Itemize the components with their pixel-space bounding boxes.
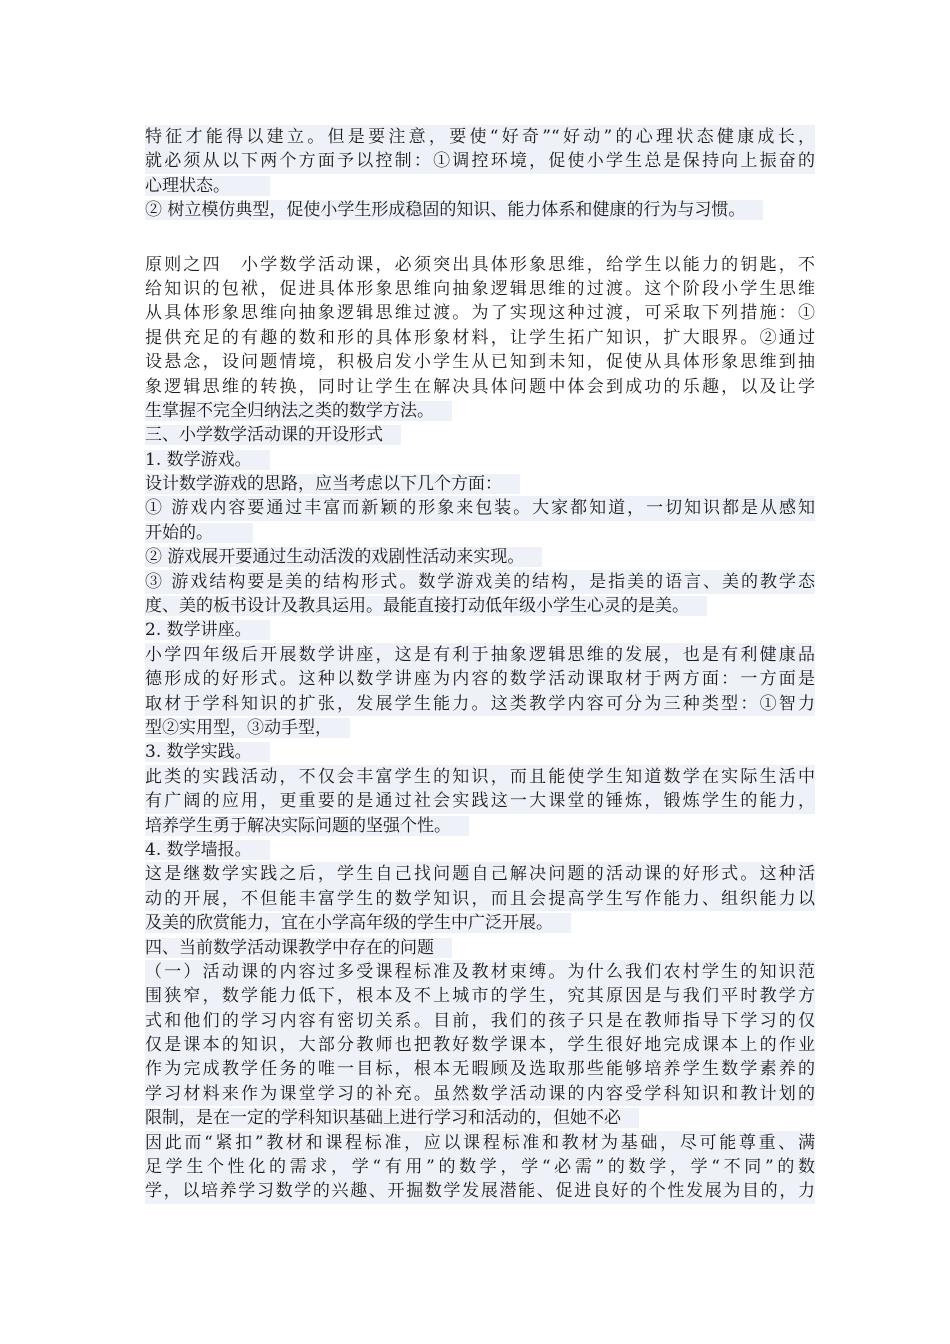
- text-line: 有广阔的应用，更重要的是通过社会实践这一大课堂的锤炼，锻炼学生的能力，: [145, 789, 815, 813]
- text-line: 从具体形象思维向抽象逻辑思维过渡。为了实现这种过渡，可采取下列措施：①: [145, 303, 815, 324]
- text-line: 度、美的板书设计及教具运用。最能直接打动低年级小学生心灵的是美。: [145, 594, 815, 618]
- text-line: （一）活动课的内容过多受课程标准及教材束缚。为什么我们农村学生的知识范: [145, 960, 815, 984]
- text-line: ③ 游戏结构要是美的结构形式。数学游戏美的结构，是指美的语言、美的教学态: [145, 570, 815, 594]
- paragraph-gap: [145, 223, 815, 253]
- text-line: 开始的。: [145, 521, 815, 545]
- text-line: 围狭窄，数学能力低下，根本及不上城市的学生，究其原因是与我们平时教学方: [145, 984, 815, 1008]
- text-line: ① 游戏内容要通过丰富而新颖的形象来包装。大家都知道，一切知识都是从感知: [145, 496, 815, 520]
- text-line: 原则之四 小学数学活动课，必须突出具体形象思维，给学生以能力的钥匙，不: [145, 254, 815, 275]
- text-line: 德形成的好形式。这种以数学讲座为内容的数学活动课取材于两方面：一方面是: [145, 667, 815, 691]
- text-line: 设计数学游戏的思路，应当考虑以下几个方面：: [145, 472, 815, 496]
- text-line: 心理状态。: [145, 174, 815, 198]
- subsection-heading: 1. 数学游戏。: [145, 448, 815, 472]
- text-line: 提供充足的有趣的数和形的具体形象材料，让学生拓广知识，扩大眼界。②通过: [145, 327, 815, 348]
- text-line: 这是继数学实践之后，学生自己找问题自己解决问题的活动课的好形式。这种活: [145, 862, 815, 886]
- text-line: 象逻辑思维的转换，同时让学生在解决具体问题中体会到成功的乐趣，以及让学: [145, 376, 815, 397]
- text-line: 设悬念，设问题情境，积极启发小学生从已知到未知，促使从具体形象思维到抽: [145, 352, 815, 373]
- text-line: ② 游戏展开要通过生动活泼的戏剧性活动来实现。: [145, 545, 815, 569]
- section-heading: 三、小学数学活动课的开设形式: [145, 423, 815, 447]
- subsection-heading: 3. 数学实践。: [145, 740, 815, 764]
- text-line: 足学生个性化的需求，学“有用”的数学，学“必需”的数学，学“不同”的数: [145, 1155, 815, 1179]
- text-line: 限制，是在一定的学科知识基础上进行学习和活动的，但她不必: [145, 1106, 815, 1130]
- document-body: [145, 125, 815, 1204]
- text-line: 就必须从以下两个方面予以控制：①调控环境，促使小学生总是保持向上振奋的: [145, 149, 815, 173]
- text-line: 因此而“紧扣”教材和课程标准，应以课程标准和教材为基础，尽可能尊重、满: [145, 1131, 815, 1155]
- text-line: 特征才能得以建立。但是要注意，要使“好奇”“好动”的心理状态健康成长，: [145, 125, 815, 149]
- text-line: 动的开展，不但能丰富学生的数学知识，而且会提高学生写作能力、组织能力以: [145, 887, 815, 911]
- subsection-heading: 2. 数学讲座。: [145, 618, 815, 642]
- text-line: 型②实用型，③动手型，: [145, 716, 815, 740]
- text-line: 学习材料来作为课堂学习的补充。虽然数学活动课的内容受学科知识和教计划的: [145, 1082, 815, 1106]
- text-line: 仅是课本的知识，大部分教师也把教好数学课本，学生很好地完成课本上的作业: [145, 1033, 815, 1057]
- text-line: 培养学生勇于解决实际问题的坚强个性。: [145, 814, 815, 838]
- text-line: 式和他们的学习内容有密切关系。目前，我们的孩子只是在教师指导下学习的仅: [145, 1009, 815, 1033]
- section-heading: 四、当前数学活动课教学中存在的问题: [145, 936, 815, 960]
- subsection-heading: 4. 数学墙报。: [145, 838, 815, 862]
- text-line: 给知识的包袱，促进具体形象思维向抽象逻辑思维的过渡。这个阶段小学生思维: [145, 278, 815, 299]
- text-line: 及美的欣赏能力，宜在小学高年级的学生中广泛开展。: [145, 911, 815, 935]
- text-line: 学，以培养学习数学的兴趣、开掘数学发展潜能、促进良好的个性发展为目的，力: [145, 1179, 815, 1203]
- text-line: 此类的实践活动，不仅会丰富学生的知识，而且能使学生知道数学在实际生活中: [145, 765, 815, 789]
- text-line: 小学四年级后开展数学讲座，这是有利于抽象逻辑思维的发展，也是有利健康品: [145, 643, 815, 667]
- text-line: 作为完成教学任务的唯一目标，根本无暇顾及选取那些能够培养学生数学素养的: [145, 1057, 815, 1081]
- text-line: 取材于学科知识的扩张，发展学生能力。这类教学内容可分为三种类型：①智力: [145, 692, 815, 716]
- text-line: ② 树立模仿典型，促使小学生形成稳固的知识、能力体系和健康的行为与习惯。: [145, 198, 815, 222]
- text-line: 生掌握不完全归纳法之类的数学方法。: [145, 399, 815, 423]
